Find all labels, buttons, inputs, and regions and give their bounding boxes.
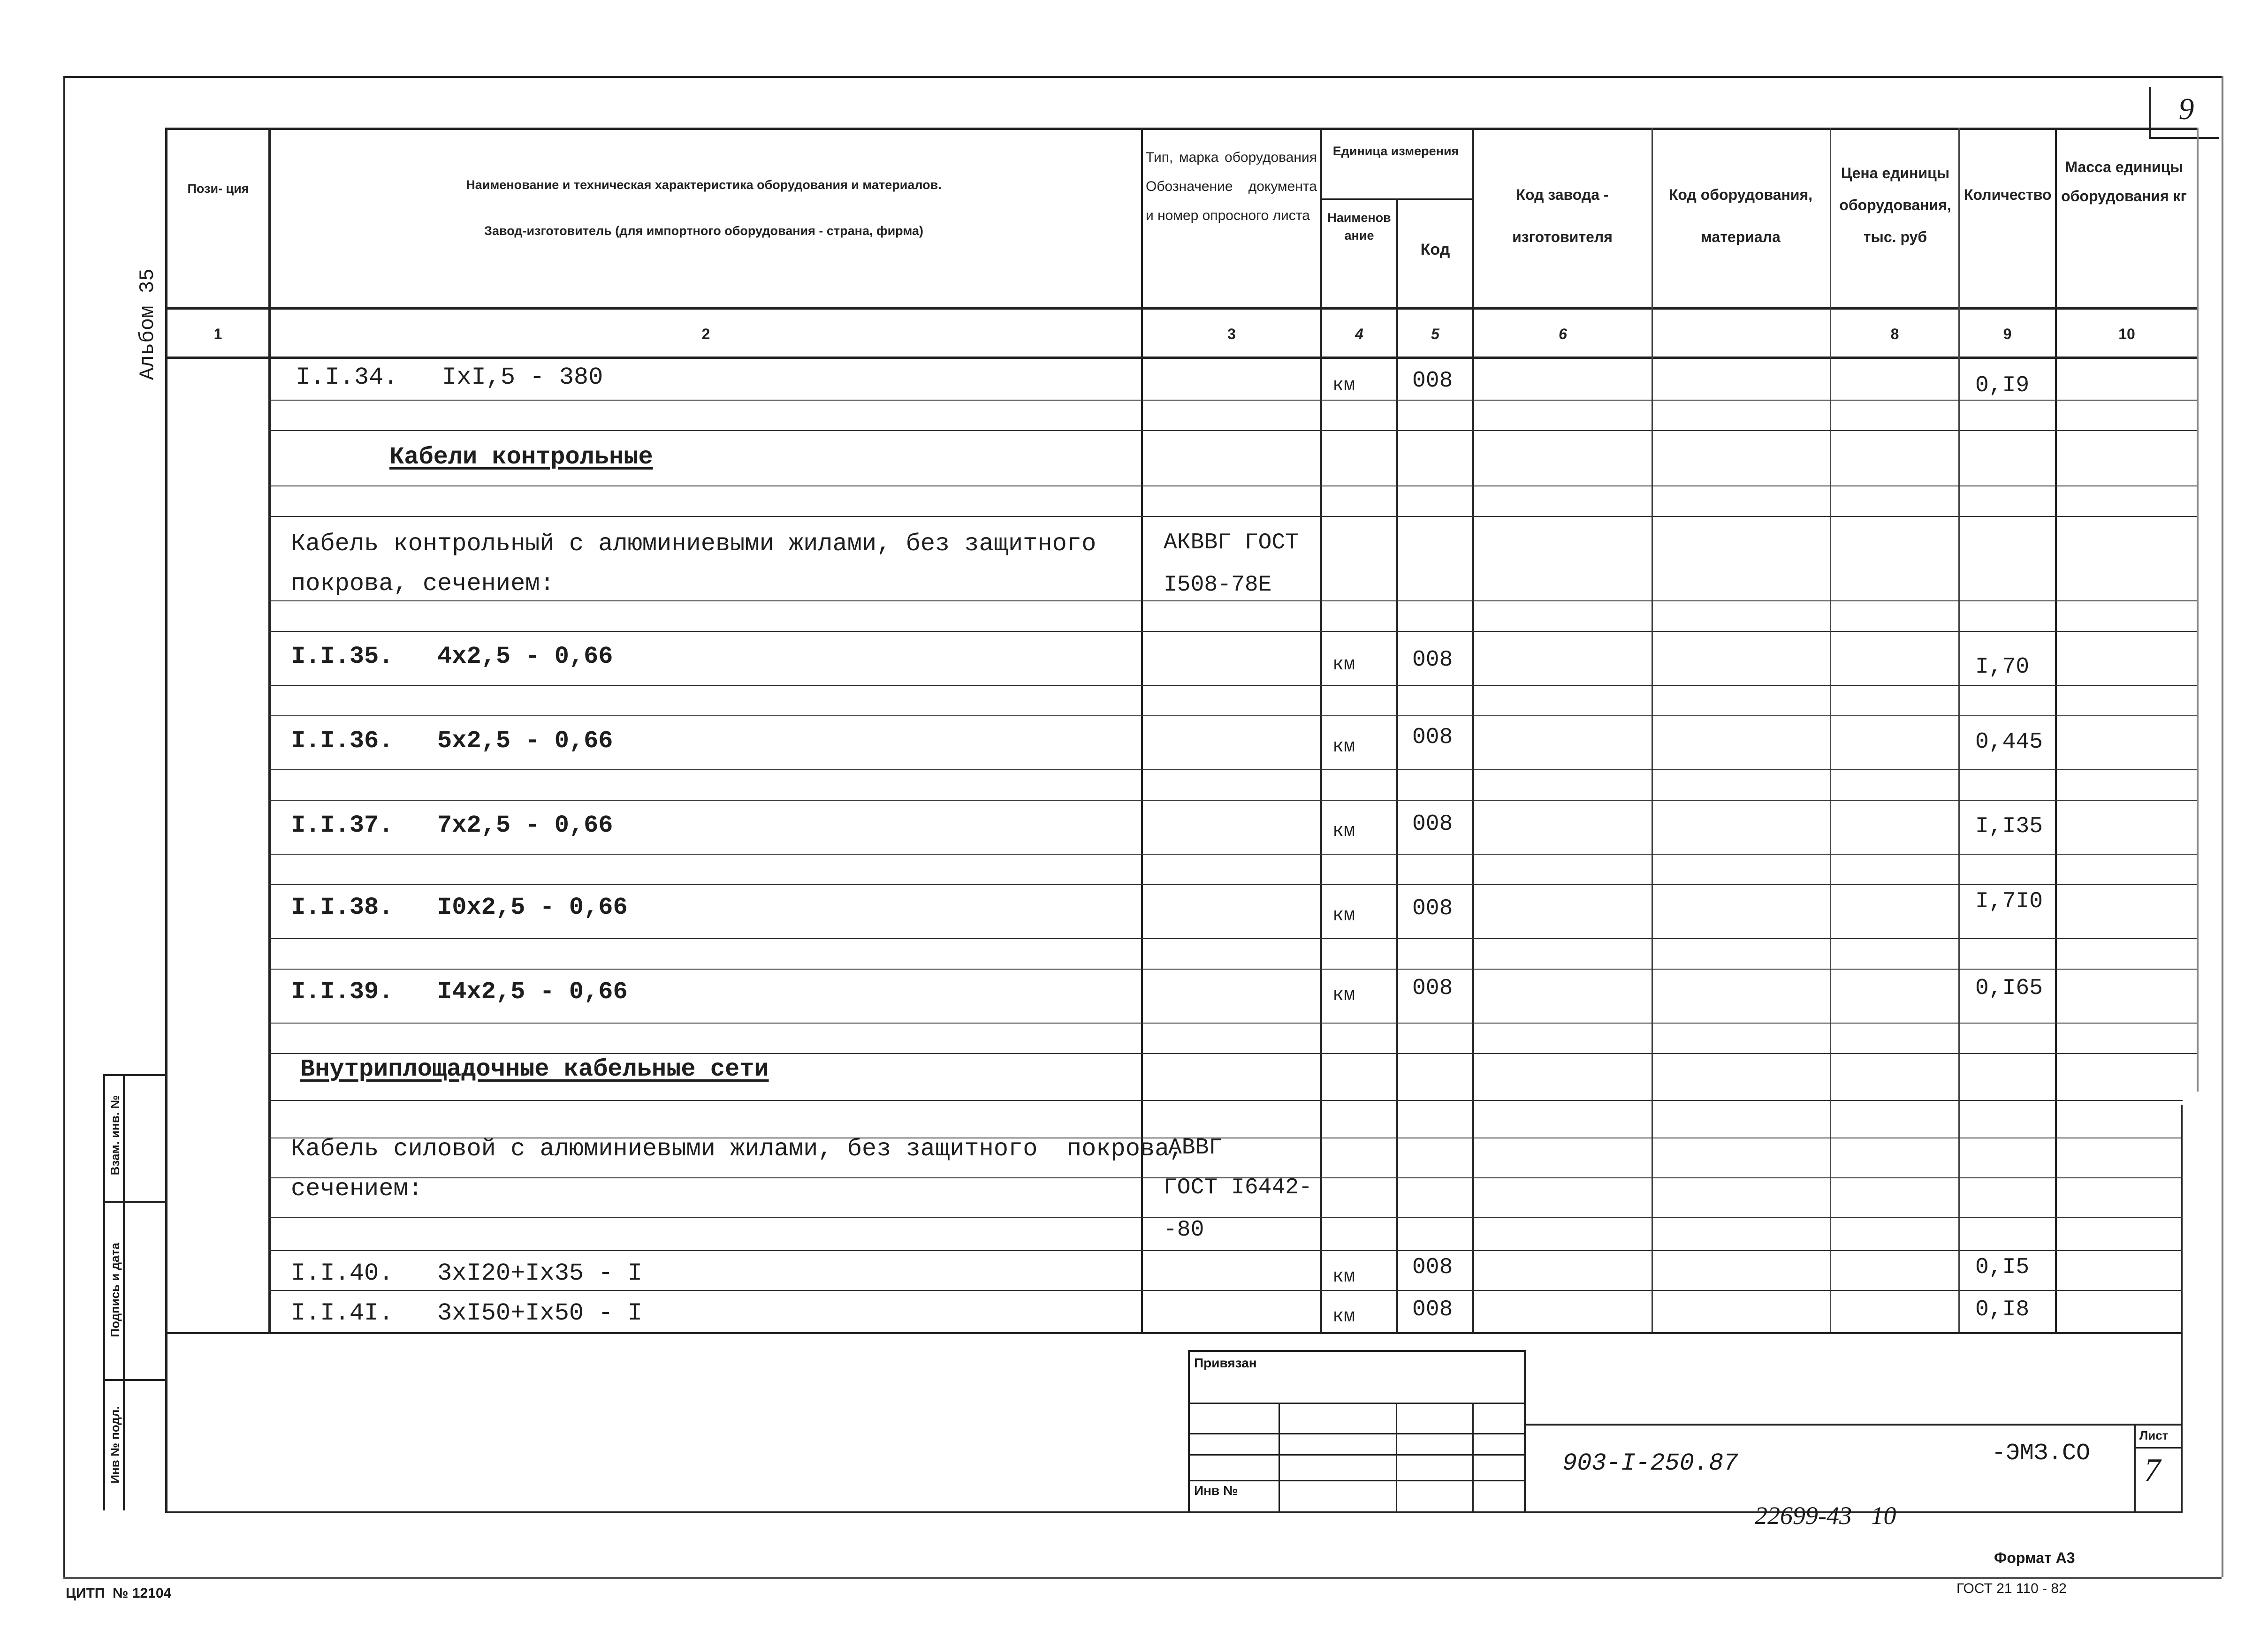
- album-label: Альбом 35: [136, 268, 160, 380]
- row-qty: I,70: [1975, 654, 2030, 680]
- table-right-upper: [2197, 128, 2199, 1092]
- row-name: I.I.37. 7x2,5 - 0,66: [291, 812, 613, 839]
- row-type: АВВГ: [1168, 1135, 1223, 1161]
- row-code: 008: [1412, 1255, 1453, 1280]
- side-label-podpis: Подпись и дата: [108, 1243, 122, 1337]
- col-div-6: [1652, 128, 1653, 1333]
- row-name: I.I.36. 5x2,5 - 0,66: [291, 727, 613, 755]
- row-line: [268, 769, 2197, 770]
- row-line: [268, 800, 2197, 801]
- row-name: I.I.38. I0x2,5 - 0,66: [291, 894, 628, 921]
- table-right-lower: [2181, 1105, 2183, 1513]
- row-line: [268, 1023, 2197, 1024]
- header-col10: Масса единицы оборудования кг: [2061, 159, 2187, 205]
- tsitp-label: ЦИТП № 12104: [66, 1585, 172, 1601]
- privyazan-line-3: [1188, 1454, 1526, 1456]
- privyazan-vline-1: [1279, 1403, 1280, 1513]
- page-number-box-bottom: [2149, 137, 2219, 139]
- row-unit: км: [1332, 736, 1355, 758]
- header-col8: Цена единицы оборудования, тыс. руб: [1839, 165, 1951, 245]
- row-line: [268, 631, 2197, 632]
- privyazan-line-2: [1188, 1433, 1526, 1434]
- row-line: [268, 430, 2197, 431]
- header-col7: Код оборудования, материала: [1668, 186, 1813, 245]
- col-div-4: [1396, 198, 1398, 1334]
- colnum-4: 4: [1355, 326, 1363, 342]
- header-col5: Код: [1420, 241, 1450, 258]
- row-type: I508-78Е: [1164, 572, 1272, 598]
- gost-label: ГОСТ 21 110 - 82: [1956, 1581, 2067, 1596]
- row-unit: км: [1332, 905, 1355, 926]
- outer-frame-top: [63, 76, 2222, 78]
- row-name: I.I.34. IxI,5 - 380: [296, 364, 603, 391]
- header-col6: Код завода - изготовителя: [1512, 186, 1613, 245]
- row-unit: км: [1332, 985, 1355, 1006]
- side-label-vzam: Взам. инв. №: [108, 1095, 122, 1176]
- row-line: [268, 1250, 2183, 1251]
- row-line: [268, 938, 2197, 939]
- col-div-1: [268, 128, 271, 1333]
- col-div-3: [1320, 128, 1322, 1333]
- row-name: I.I.39. I4x2,5 - 0,66: [291, 978, 628, 1006]
- sheet-box-div: [2134, 1447, 2181, 1449]
- privyazan-label: Привязан: [1194, 1356, 1257, 1370]
- privyazan-line-1: [1188, 1403, 1526, 1404]
- sheet-box-left: [2134, 1424, 2136, 1513]
- colnum-10: 10: [2118, 326, 2135, 342]
- section-heading: Внутриплощадочные кабельные сети: [300, 1055, 769, 1083]
- row-qty: 0,I65: [1975, 976, 2043, 1001]
- row-qty: 0,I9: [1975, 373, 2030, 398]
- header-col1: Пози- ция: [187, 182, 249, 196]
- sheet-number: 7: [2144, 1452, 2161, 1488]
- header-bottom: [165, 307, 2197, 310]
- row-qty: I,I35: [1975, 814, 2043, 839]
- row-name: сечением:: [291, 1175, 423, 1203]
- row-line: [268, 516, 2197, 517]
- colnum-3: 3: [1227, 326, 1236, 342]
- row-name: I.I.4I. 3xI50+Ix50 - I: [291, 1299, 642, 1327]
- row-line: [268, 1290, 2183, 1291]
- colnum-8: 8: [1890, 326, 1899, 342]
- titleblock-top: [1524, 1424, 2181, 1426]
- col-div-7: [1830, 128, 1831, 1333]
- row-line: [268, 854, 2197, 855]
- sheet-label: Лист: [2139, 1428, 2169, 1442]
- row-line: [268, 485, 2197, 486]
- row-unit: км: [1332, 1267, 1355, 1288]
- row-code: 008: [1412, 647, 1453, 673]
- row-type: ГОСТ I6442-: [1164, 1175, 1312, 1200]
- section-heading: Кабели контрольные: [389, 443, 653, 471]
- side-label-inv-podl: Инв № подл.: [108, 1406, 122, 1484]
- row-unit: км: [1332, 375, 1355, 396]
- row-line: [268, 884, 2197, 885]
- row-code: 008: [1412, 1297, 1453, 1322]
- row-type: АКВВГ ГОСТ: [1164, 530, 1299, 555]
- col-div-9: [2055, 128, 2057, 1333]
- row-name: покрова, сечением:: [291, 570, 555, 598]
- inv-no-label: Инв №: [1194, 1483, 1238, 1498]
- colnum-6: 6: [1559, 326, 1567, 342]
- row-qty: 0,I5: [1975, 1255, 2030, 1280]
- side-box-left: [103, 1074, 105, 1510]
- row-code: 008: [1412, 725, 1453, 750]
- page-number-box-left: [2149, 87, 2151, 138]
- row-qty: I,7I0: [1975, 889, 2043, 914]
- page-number: 9: [2178, 92, 2194, 126]
- privyazan-line-4: [1188, 1480, 1526, 1481]
- colnum-2: 2: [701, 326, 710, 342]
- doc-code: 903-I-250.87: [1562, 1449, 1738, 1477]
- row-line: [268, 685, 2197, 686]
- row-code: 008: [1412, 976, 1453, 1001]
- header-col4: Наименование: [1327, 211, 1391, 243]
- row-code: 008: [1412, 896, 1453, 921]
- format-label: Формат А3: [1994, 1549, 2075, 1566]
- row-code: 008: [1412, 812, 1453, 837]
- header-unit-group: Единица измерения: [1332, 144, 1459, 158]
- header-col2-line2: Завод-изготовитель (для импортного оборудования - страна, фирма): [484, 224, 923, 238]
- row-unit: км: [1332, 821, 1355, 842]
- privyazan-vline-2: [1396, 1403, 1397, 1513]
- privyazan-box-top: [1188, 1350, 1526, 1352]
- row-unit: км: [1332, 1306, 1355, 1327]
- row-name: Кабель контрольный с алюминиевыми жилами, без защитного: [291, 530, 1096, 558]
- row-type: -80: [1164, 1217, 1204, 1243]
- side-box-div2: [103, 1379, 167, 1381]
- row-name: I.I.35. 4x2,5 - 0,66: [291, 643, 613, 670]
- outer-frame-right: [2222, 76, 2223, 1577]
- row-line: [268, 400, 2197, 401]
- outer-frame-left: [63, 76, 65, 1577]
- row-name: Кабель силовой с алюминиевыми жилами, без защитного покрова,: [291, 1135, 1184, 1163]
- privyazan-vline-3: [1472, 1403, 1474, 1513]
- row-line: [165, 1332, 2183, 1334]
- row-line: [268, 715, 2197, 716]
- header-col2-line1: Наименование и техническая характеристика оборудования и материалов.: [466, 178, 942, 192]
- row-qty: 0,I8: [1975, 1297, 2030, 1322]
- side-box-top: [103, 1074, 167, 1076]
- colnum-1: 1: [213, 326, 222, 342]
- row-line: [268, 1217, 2183, 1218]
- col-div-8: [1958, 128, 1960, 1333]
- header-col3: Тип, марка оборудования Обозначение документа и номер опросного листа: [1146, 150, 1317, 223]
- row-unit: км: [1332, 654, 1355, 675]
- row-qty: 0,445: [1975, 729, 2043, 755]
- privyazan-box-left: [1188, 1350, 1190, 1512]
- row-line: [268, 600, 2197, 601]
- colnum-9: 9: [2003, 326, 2012, 342]
- col-div-5: [1472, 128, 1474, 1333]
- doc-suffix: -ЭМЗ.СО: [1992, 1440, 2091, 1467]
- row-name: I.I.40. 3xI20+Ix35 - I: [291, 1259, 642, 1287]
- outer-frame-bottom: [63, 1577, 2222, 1579]
- row-line: [268, 969, 2197, 970]
- side-box-div1: [103, 1201, 167, 1203]
- handwritten-number: 22699-43 10: [1755, 1502, 1896, 1530]
- numbers-row-bottom: [165, 357, 2197, 359]
- privyazan-box-right: [1524, 1350, 1526, 1512]
- header-col9: Количество: [1964, 186, 2052, 203]
- row-code: 008: [1412, 368, 1453, 394]
- table-top: [165, 128, 2197, 130]
- row-line: [268, 1053, 2197, 1054]
- row-line: [268, 1100, 2183, 1101]
- colnum-5: 5: [1431, 326, 1439, 342]
